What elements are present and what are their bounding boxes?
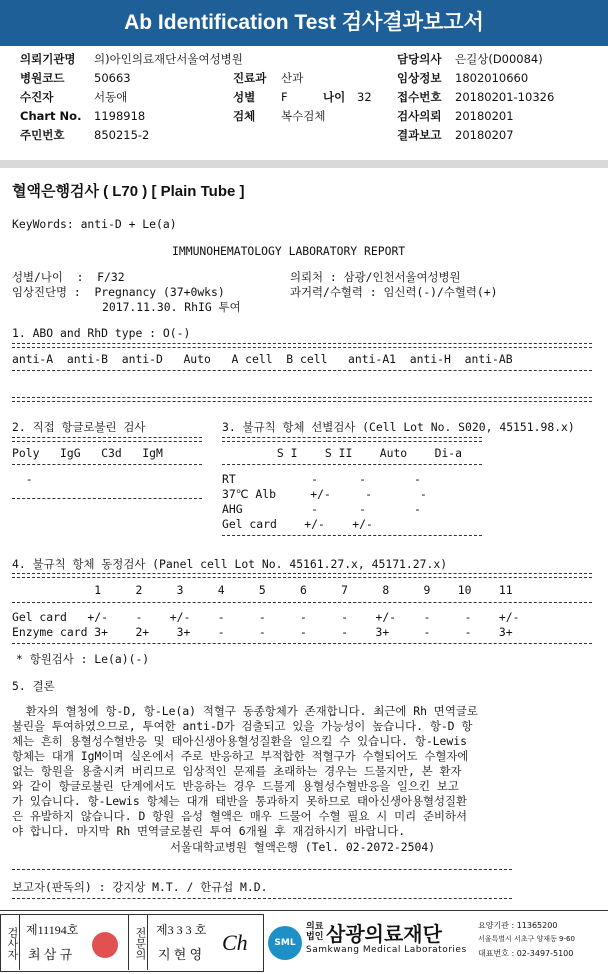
info-value: 20180201	[455, 109, 514, 123]
examiner-label: 검사자	[0, 914, 20, 970]
footer-divider	[0, 910, 608, 911]
conclusion-line: 은 유발하지 않습니다. D 항원 음성 혈액은 매우 드물어 수혈 필요 시 미리 준비하셔	[12, 809, 467, 823]
double-rule	[12, 397, 592, 402]
info-value: 50663	[94, 71, 131, 85]
seal-icon	[92, 932, 118, 958]
info-value: 1198918	[94, 109, 146, 123]
info-key: 검사의뢰	[397, 109, 442, 123]
conclusion-line: 환자의 혈청에 항-D, 항-Le(a) 적혈구 동종항체가 존재합니다. 최근에 Rh 면역글로	[12, 704, 478, 718]
sex-age-line: 성별/나이 : F/32	[12, 270, 125, 284]
screen-row: RT - - -	[222, 472, 421, 486]
info-key: 임상정보	[397, 71, 442, 85]
info-value: 20180207	[455, 128, 514, 142]
panel-row-gel: Gel card +/- - +/- - - - - +/- - - +/-	[12, 610, 520, 624]
requester-line: 의뢰처 : 삼광/인천서울여성병원	[290, 270, 461, 284]
single-rule	[12, 643, 592, 644]
specialist-name: 지 현 영	[158, 947, 203, 962]
history-line: 과거력/수혈력 : 임신력(-)/수혈력(+)	[290, 285, 498, 299]
info-key: 담당의사	[397, 52, 442, 66]
section-divider	[0, 160, 608, 168]
sex-value: F	[281, 90, 288, 104]
double-rule	[12, 437, 202, 442]
section-3-title: 3. 불규칙 항체 선별검사 (Cell Lot No. S020, 45151.98.x)	[222, 420, 575, 434]
reporter-line: 보고자(판독의) : 강지상 M.T. / 한규섭 M.D.	[12, 880, 268, 894]
info-value: 20180201-10326	[455, 90, 555, 104]
dept-key: 진료과	[233, 71, 267, 85]
conclusion-line: 불린을 투여하였으므로, 투여한 anti-D가 검출되고 있을 가능성이 높습니다. 항-D 항	[12, 719, 473, 733]
single-rule	[12, 602, 592, 603]
info-row	[20, 69, 243, 88]
org-name: 삼광의료재단	[326, 924, 442, 946]
specimen-value: 복수검체	[281, 109, 326, 123]
info-value: 서동애	[94, 90, 128, 104]
info-key: 의뢰기관명	[20, 52, 76, 66]
clinical-line: 임상진단명 : Pregnancy (37+0wks)	[12, 285, 225, 299]
signature: Ch	[222, 930, 248, 955]
info-row	[20, 126, 243, 145]
single-rule	[12, 370, 592, 371]
info-row	[20, 107, 243, 126]
conclusion-line: 없는 항원을 용출시켜 버리므로 임상적인 문제를 초래하는 경우는 드물지만, 본 환자	[12, 764, 462, 778]
section-4-title: 4. 불규칙 항체 동정검사 (Panel cell Lot No. 45161.27.x, 45171.27.x)	[12, 557, 448, 571]
panel-columns: 1 2 3 4 5 6 7 8 9 10 11	[12, 583, 513, 597]
org-tel: 대표번호 : 02-3497-5100	[478, 949, 574, 958]
footer	[0, 912, 608, 974]
info-key: 수진자	[20, 90, 54, 104]
section-5-title: 5. 결론	[12, 679, 55, 693]
screen-row: Gel card +/- +/-	[222, 517, 373, 531]
single-rule	[12, 869, 512, 870]
report-section-title: 혈액은행검사 ( L70 ) [ Plain Tube ]	[12, 183, 245, 200]
hospital-line: 서울대학교병원 혈액은행 (Tel. 02-2072-2504)	[170, 840, 436, 854]
info-row	[20, 50, 243, 69]
single-rule	[12, 898, 512, 899]
double-rule	[222, 437, 482, 442]
examiner-name: 최 삼 규	[28, 947, 73, 962]
age-key: 나이	[323, 90, 346, 104]
info-row	[20, 88, 243, 107]
specimen-key: 검체	[233, 109, 256, 123]
keywords: KeyWords: anti-D + Le(a)	[12, 217, 177, 231]
conclusion-line: 항체는 대개 IgM이며 실온에서 주로 반응하고 부적합한 적혈구가 수혈되어도 수혈자에	[12, 749, 469, 763]
sml-logo-icon: SML	[268, 926, 302, 960]
info-value: 의)아인의료재단서울여성병원	[94, 52, 243, 66]
double-rule	[12, 573, 592, 578]
double-rule	[12, 343, 592, 348]
report-title: Ab Identification Test 검사결과보고서	[0, 0, 608, 46]
org-reg: 요양기관 : 11365200	[478, 921, 558, 930]
info-key: 결과보고	[397, 128, 442, 142]
single-rule	[222, 535, 482, 536]
conclusion-line: 체는 흔히 용혈성수혈반응 및 태아신생아용혈성질환을 일으킬 수 있습니다. 항-Lewis	[12, 734, 467, 748]
org-prefix: 의료법인	[306, 922, 324, 942]
panel-row-enzyme: Enzyme card 3+ 2+ 3+ - - - - 3+ - - 3+	[12, 625, 513, 639]
lab-title: IMMUNOHEMATOLOGY LABORATORY REPORT	[172, 244, 406, 258]
conclusion-line: 와 같이 항글로불린 단계에서도 반응하는 경우 드물게 용혈성수혈반응을 일으킨 보고	[12, 779, 459, 793]
conclusion-line: 야 합니다. 마지막 Rh 면역글로불린 투여 6개월 후 재검하시기 바랍니다.	[12, 824, 406, 838]
specialist-label: 전문의	[128, 914, 148, 970]
single-rule	[12, 498, 202, 499]
section-2-title: 2. 직접 항글로불린 검사	[12, 420, 146, 434]
section-1-title: 1. ABO and RhD type : O(-)	[12, 326, 191, 340]
single-rule	[12, 464, 202, 465]
examiner-license: 제11194호	[26, 923, 79, 937]
screen-row: 37℃ Alb +/- - -	[222, 487, 427, 501]
dat-value: -	[12, 472, 33, 486]
info-value: 850215-2	[94, 128, 150, 142]
conclusion-line: 가 있습니다. 항-Lewis 항체는 대개 태반을 통과하지 못하므로 태아신생아용혈성질환	[12, 794, 467, 808]
dept-value: 산과	[281, 71, 304, 85]
info-key: Chart No.	[20, 109, 82, 123]
antigen-test: * 항원검사 : Le(a)(-)	[16, 652, 150, 666]
specialist-license: 제3 3 3 호	[156, 923, 207, 937]
info-key: 주민번호	[20, 128, 65, 142]
info-key: 병원코드	[20, 71, 65, 85]
single-rule	[222, 464, 482, 465]
sex-key: 성별	[233, 90, 256, 104]
info-key: 접수번호	[397, 90, 442, 104]
screen-row: AHG - - -	[222, 502, 421, 516]
clinical-line-2: 2017.11.30. RhIG 투여	[102, 300, 241, 314]
info-value: 1802010660	[455, 71, 529, 85]
info-value: 은길상(D00084)	[455, 52, 543, 66]
org-english: Samkwang Medical Laboratories	[306, 945, 467, 955]
age-value: 32	[357, 90, 372, 104]
abo-columns: anti-A anti-B anti-D Auto A cell B cell anti-A1 anti-H anti-AB	[12, 352, 513, 366]
screen-columns: S I S II Auto Di-a	[222, 446, 463, 460]
org-address: 서울특별시 서초구 양재동 9-60	[478, 935, 575, 943]
dat-columns: Poly IgG C3d IgM	[12, 446, 163, 460]
